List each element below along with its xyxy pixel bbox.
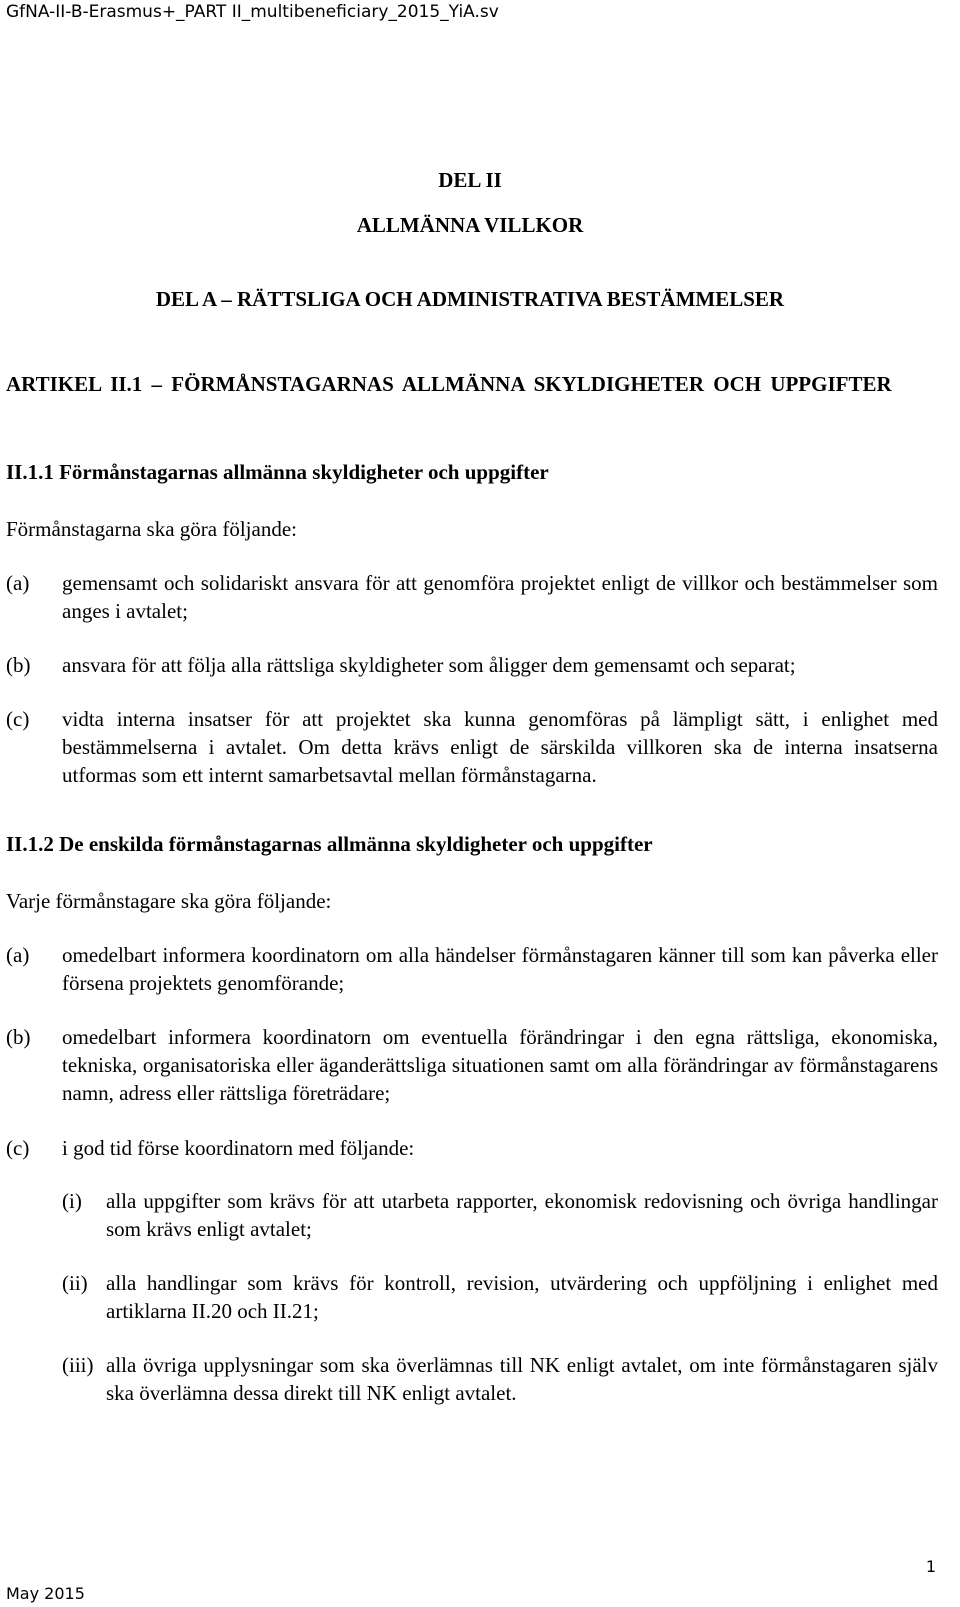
sub-item-text: alla uppgifter som krävs för att utarbeta rapporter, ekonomisk redovisning och övriga handlingar som krävs enligt avtalet; bbox=[106, 1189, 938, 1241]
section-intro-ii-1-1: Förmånstagarna ska göra följande: bbox=[6, 517, 297, 541]
sub-item-text: alla övriga upplysningar som ska överlämnas till NK enligt avtalet, om inte förmånstagaren själv ska överlämna dessa direkt till NK enligt avtalet. bbox=[106, 1353, 938, 1405]
list-item-label: (c) bbox=[6, 1136, 30, 1160]
sub-item-label: (i) bbox=[62, 1189, 82, 1213]
section-intro-ii-1-2: Varje förmånstagare ska göra följande: bbox=[6, 889, 332, 913]
list-item-label: (b) bbox=[6, 1025, 31, 1049]
list-item-label: (b) bbox=[6, 653, 31, 677]
part-a-title: DEL A – RÄTTSLIGA OCH ADMINISTRATIVA BESTÄMMELSER bbox=[155, 287, 785, 311]
sub-item-text: alla handlingar som krävs för kontroll, revision, utvärdering och uppföljning i enlighet med artiklarna II.20 och II.21; bbox=[106, 1271, 938, 1323]
footer-date: May 2015 bbox=[6, 1584, 85, 1603]
part-title: DEL II bbox=[438, 168, 502, 192]
section-heading-ii-1-1: II.1.1 Förmånstagarnas allmänna skyldigheter och uppgifter bbox=[6, 460, 549, 484]
list-item-text: gemensamt och solidariskt ansvara för att genomföra projektet enligt de villkor och bestämmelser som anges i avtalet; bbox=[62, 571, 938, 623]
page-number: 1 bbox=[925, 1557, 936, 1576]
list-item-text: vidta interna insatser för att projektet ska kunna genomföras på lämpligt sätt, i enlighet med bestämmelserna i avtalet. Om detta krävs enligt de särskilda villkoren ska de interna insatserna utformas som ett internt samarbetsavtal mellan förmånstagarna. bbox=[62, 707, 938, 787]
list-item-label: (a) bbox=[6, 943, 30, 967]
list-item-text: omedelbart informera koordinatorn om eventuella förändringar i den egna rättsliga, ekonomiska, tekniska, organisatoriska eller äganderättsliga situationen samt om alla förändringar av förmånstagarens namn, adress eller rättsliga företrädare; bbox=[62, 1025, 938, 1105]
list-item-text: ansvara för att följa alla rättsliga skyldigheter som åligger dem gemensamt och separat; bbox=[62, 653, 796, 677]
section-heading-ii-1-2: II.1.2 De enskilda förmånstagarnas allmänna skyldigheter och uppgifter bbox=[6, 832, 653, 856]
sub-item-label: (iii) bbox=[62, 1353, 94, 1377]
general-conditions-title: ALLMÄNNA VILLKOR bbox=[356, 213, 584, 237]
list-item-text: omedelbart informera koordinatorn om alla händelser förmånstagaren känner till som kan påverka eller försena projektets genomförande; bbox=[62, 943, 938, 995]
document-header-filename: GfNA-II-B-Erasmus+_PART II_multibeneficiary_2015_YiA.sv bbox=[6, 2, 499, 22]
list-item-text: i god tid förse koordinatorn med följande: bbox=[62, 1136, 415, 1160]
list-item-label: (a) bbox=[6, 571, 30, 595]
sub-item-label: (ii) bbox=[62, 1271, 88, 1295]
article-title: ARTIKEL II.1 – FÖRMÅNSTAGARNAS ALLMÄNNA SKYLDIGHETER OCH UPPGIFTER bbox=[6, 372, 892, 396]
list-item-label: (c) bbox=[6, 707, 30, 731]
